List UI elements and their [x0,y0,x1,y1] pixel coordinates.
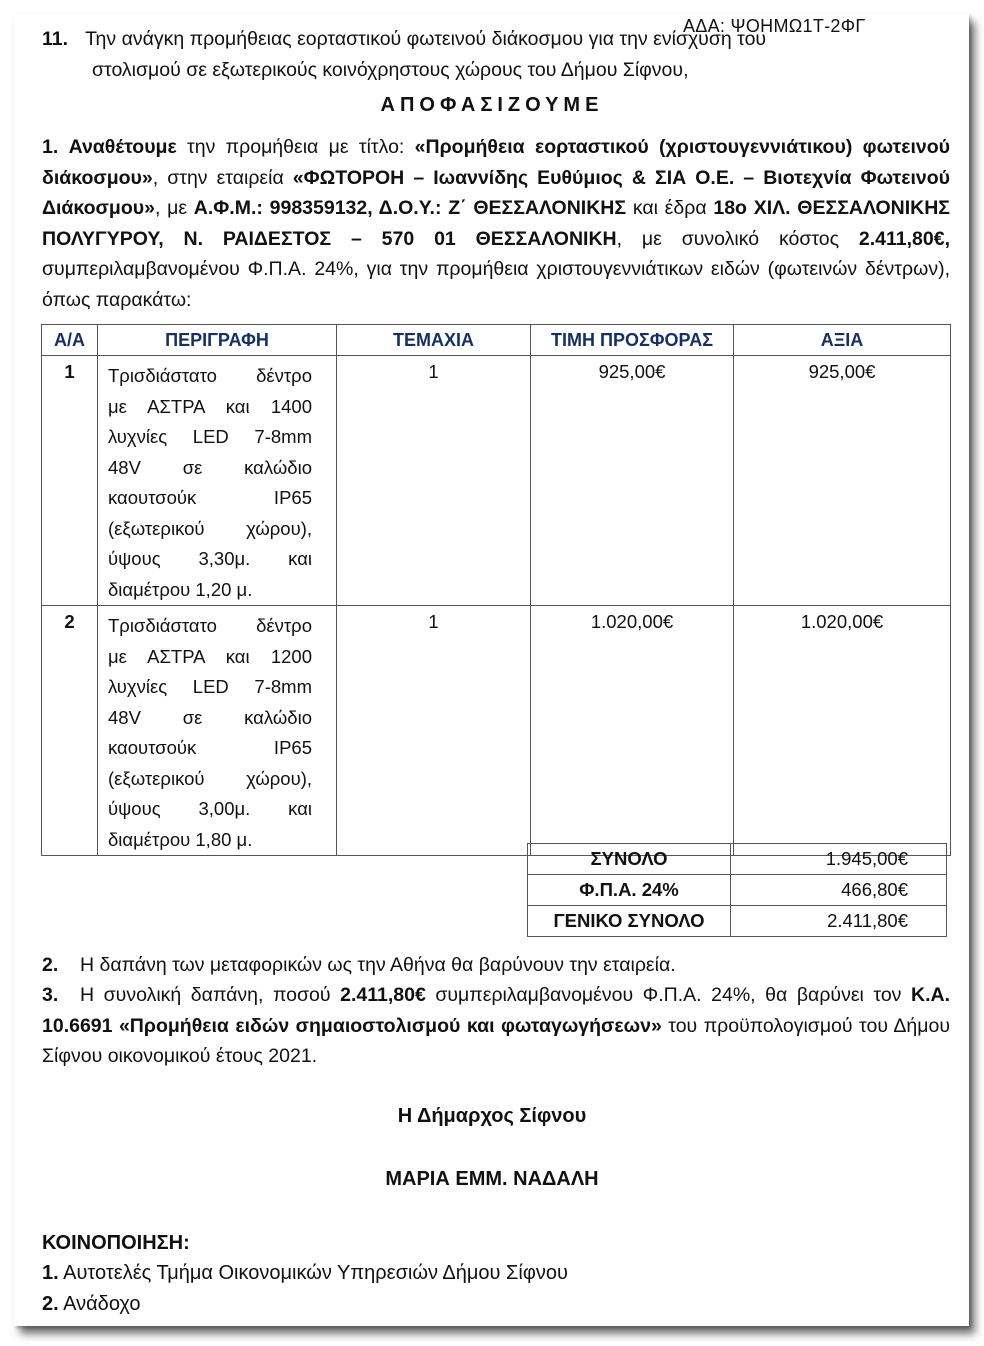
description-line: με ΑΣΤΡΑ και 1400 [108,395,312,417]
total-cost: 2.411,80€, [858,227,950,250]
notification-item-text: Αυτοτελές Τμήμα Οικονομικών Υπηρεσιών Δήμου Σίφνου [63,1262,568,1284]
decision-heading: ΑΠΟΦΑΣΙΖΟΥΜΕ [380,94,604,116]
decision-2-paragraph [42,950,950,981]
description-line: ύψους 3,30μ. και [108,548,312,569]
procurement-title: «Προμήθεια εορταστικού (χριστουγεννιάτικου) φωτεινού διάκοσμου» [42,136,950,189]
description-line: (εξωτερικού χώρου), [108,767,312,789]
preamble-line1: Την ανάγκη προμήθειας εορταστικού φωτεινού διάκοσμου για την ενίσχυση του [85,28,767,50]
company-tax-info: Α.Φ.Μ.: 998359132, Δ.Ο.Υ.: Ζ΄ ΘΕΣΣΑΛΟΝΙΚΗΣ [193,197,627,219]
decision-1-text: συμπεριλαμβανομένου Φ.Π.Α. 24%, για την προμήθεια χριστουγεννιάτικων ειδών (φωτεινών δέντρων), όπως παρακάτω: [42,258,950,311]
ada-stamp: ΑΔΑ: ΨΟΗΜΩ1Τ-2ΦΓ [683,16,866,36]
notification-item-number: 2. [42,1293,59,1315]
signatory-name: ΜΑΡΙΑ ΕΜΜ. ΝΑΔΑΛΗ [385,1168,599,1190]
decision-1-paragraph [42,132,950,315]
grand-total-value: 2.411,80€ [731,906,947,937]
totals-row [528,906,947,937]
decision-1-text: και έδρα [626,197,714,219]
decision-3-text: Η συνολική δαπάνη, ποσού [80,984,341,1006]
description-line: Τρισδιάστατο δέντρο [108,365,312,386]
row-description [98,606,337,856]
decision-1-text: την προμήθεια με τίτλο: [176,136,415,158]
header-quantity: ΤΕΜΑΧΙΑ [337,325,531,356]
notification-item-text: Ανάδοχο [63,1293,141,1315]
decision-3-paragraph [42,980,950,1072]
description-line: 48V σε καλώδιο [108,706,312,728]
description-line: διαμέτρου 1,20 μ. [108,578,253,600]
header-description: ΠΕΡΙΓΡΑΦΗ [98,325,337,356]
notification-item [42,1258,568,1288]
decision-3-text: συμπεριλαμβανομένου Φ.Π.Α. 24%, θα βαρύνει τον [425,984,911,1006]
totals-row [528,844,947,875]
preamble-line2: στολισμού σε εξωτερικούς κοινόχρηστους χώρους του Δήμου Σίφνου, [92,58,689,81]
description-line: διαμέτρου 1,80 μ. [108,828,253,850]
signatory-role: Η Δήμαρχος Σίφνου [397,1105,587,1127]
row-price: 925,00€ [531,356,734,606]
row-description [98,356,337,606]
subtotal-value: 1.945,00€ [731,844,947,875]
row-value: 925,00€ [734,356,951,606]
budget-code: Κ.Α. 10.6691 «Προμήθεια ειδών σημαιοστολισμού και φωταγωγήσεων» [42,984,950,1037]
totals-row [528,875,947,906]
header-price: ΤΙΜΗ ΠΡΟΣΦΟΡΑΣ [531,325,734,356]
decision-1-text: , στην εταιρεία [152,166,293,189]
decision-3-text: του προϋπολογισμού του Δήμου Σίφνου οικονομικού έτους 2021. [42,1014,950,1067]
subtotal-label: ΣΥΝΟΛΟ [528,844,731,875]
decision-3-number: 3. [42,984,59,1006]
description-line: Τρισδιάστατο δέντρο [108,615,312,636]
row-aa: 2 [42,606,98,856]
vat-value: 466,80€ [731,875,947,906]
vat-label: Φ.Π.Α. 24% [528,875,731,906]
grand-total-label: ΓΕΝΙΚΟ ΣΥΝΟΛΟ [528,906,731,937]
header-aa: Α/Α [42,325,98,356]
row-quantity: 1 [337,606,531,856]
description-line: καουτσούκ IP65 [108,737,312,758]
notification-title: ΚΟΙΝΟΠΟΙΗΣΗ: [42,1232,190,1254]
decision-2-text: Η δαπάνη των μεταφορικών ως την Αθήνα θα βαρύνουν την εταιρεία. [80,954,676,976]
row-price: 1.020,00€ [531,606,734,856]
header-value: ΑΞΙΑ [734,325,951,356]
row-aa: 1 [42,356,98,606]
row-value: 1.020,00€ [734,606,951,856]
description-line: λυχνίες LED 7-8mm [108,676,312,697]
table-header-row [42,325,951,356]
description-line: με ΑΣΤΡΑ και 1200 [108,645,312,667]
decision-1-text: , με συνολικό κόστος [616,227,859,250]
table-row [42,356,951,606]
company-address: 18ο ΧΙΛ. ΘΕΣΣΑΛΟΝΙΚΗΣ ΠΟΛΥΓΥΡΟΥ, Ν. ΡΑΙΔΕΣΤΟΣ – 570 01 ΘΕΣΣΑΛΟΝΙΚΗ [42,197,950,250]
decision-2-number: 2. [42,954,59,976]
decision-1-number: 1. [42,136,59,158]
items-table [41,324,951,856]
preamble-number: 11. [42,28,69,50]
description-line: λυχνίες LED 7-8mm [108,426,312,447]
description-line: 48V σε καλώδιο [108,456,312,478]
table-row [42,606,951,856]
totals-table [527,843,947,937]
decision-1-verb: Αναθέτουμε [68,136,177,158]
notification-item-number: 1. [42,1262,59,1284]
company-name: «ΦΩΤΟΡΟΗ – Ιωαννίδης Ευθύμιος & ΣΙΑ Ο.Ε. – Βιοτεχνία Φωτεινού Διάκοσμου» [42,166,950,219]
description-line: ύψους 3,00μ. και [108,798,312,819]
decision-1-text: , με [154,197,194,219]
description-line: (εξωτερικού χώρου), [108,517,312,539]
row-quantity: 1 [337,356,531,606]
decision-3-amount: 2.411,80€ [340,984,426,1006]
notification-item [42,1289,140,1319]
description-line: καουτσούκ IP65 [108,487,312,508]
